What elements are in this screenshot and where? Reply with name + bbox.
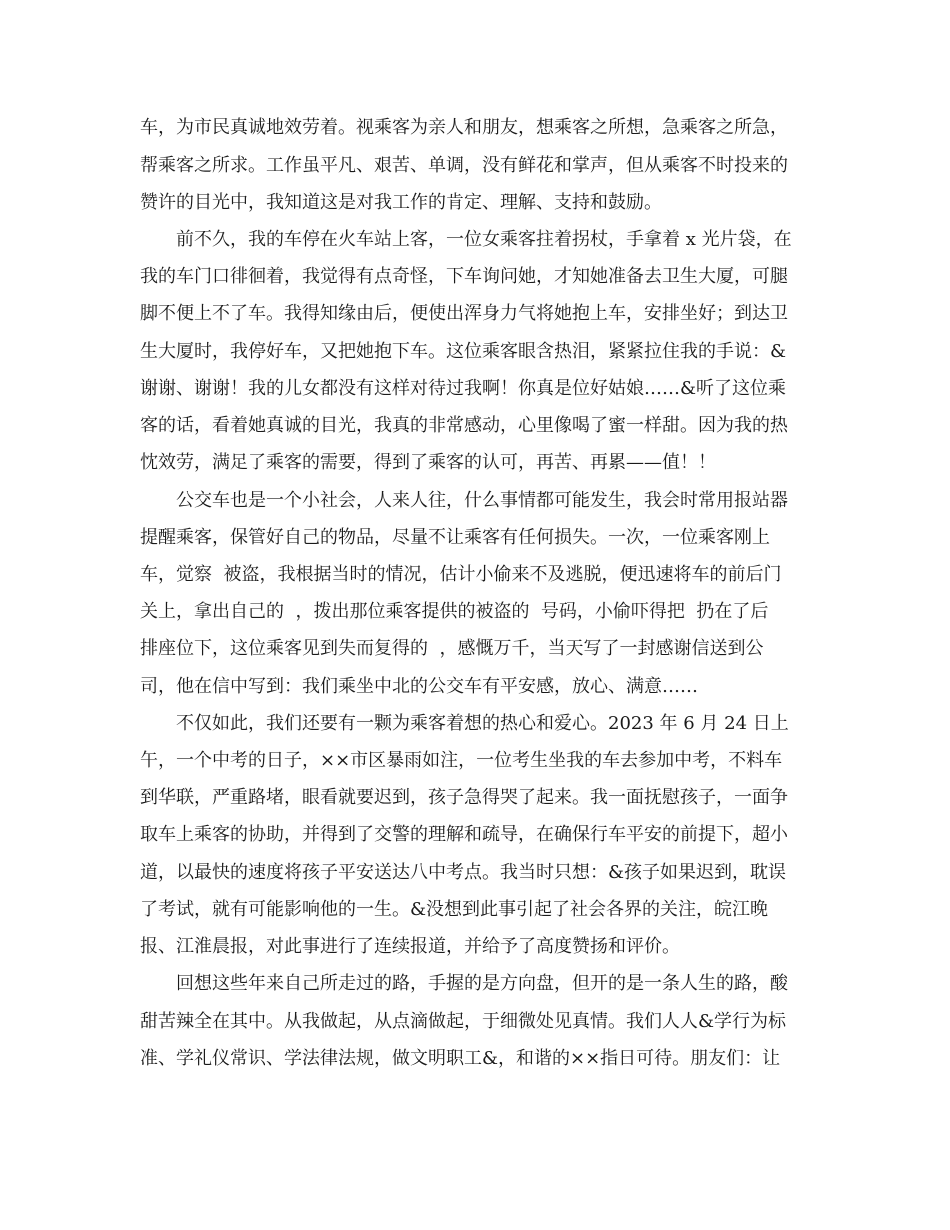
text-line: 我的车门口徘徊着，我觉得有点奇怪，下车询问她，才知她准备去卫生大厦，可腿 — [140, 266, 788, 287]
text-line: 提醒乘客，保管好自己的物品，尽量不让乘客有任何损失。一次，一位乘客刚上 — [140, 527, 770, 548]
text-line: 赞许的目光中，我知道这是对我工作的肯定、理解、支持和鼓励。 — [140, 192, 662, 213]
text-line: 准、学礼仪常识、学法律法规，做文明职工&，和谐的××指日可待。朋友们：让 — [140, 1048, 781, 1069]
text-line: 生大厦时，我停好车，又把她抱下车。这位乘客眼含热泪，紧紧拉住我的手说：& — [140, 341, 787, 362]
text-line: 忱效劳，满足了乘客的需要，得到了乘客的认可，再苦、再累——值！！ — [140, 452, 716, 473]
text-line: 脚不便上不了车。我得知缘由后，便使出浑身力气将她抱上车，安排坐好；到达卫 — [140, 303, 788, 324]
text-line: 报、江淮晨报，对此事进行了连续报道，并给予了高度赞扬和评价。 — [140, 936, 680, 957]
text-line: 不仅如此，我们还要有一颗为乘客着想的热心和爱心。2023 年 6 月 24 日上 — [176, 713, 789, 734]
text-line: 车，觉察 被盗，我根据当时的情况，估计小偷来不及逃脱，便迅速将车的前后门 — [140, 564, 782, 585]
text-line: 公交车也是一个小社会，人来人往，什么事情都可能发生，我会时常用报站器 — [176, 490, 788, 511]
text-line: 前不久，我的车停在火车站上客，一位女乘客拄着拐杖，手拿着 x 光片袋，在 — [176, 229, 792, 250]
text-line: 甜苦辣全在其中。从我做起，从点滴做起，于细微处见真情。我们人人&学行为标 — [140, 1011, 787, 1032]
text-line: 取车上乘客的协助，并得到了交警的理解和疏导，在确保行车平安的前提下，超小 — [140, 824, 788, 845]
text-line: 午，一个中考的日子，××市区暴雨如注，一位考生坐我的车去参加中考，不料车 — [140, 750, 783, 771]
text-line: 了考试，就有可能影响他的一生。&没想到此事引起了社会各界的关注，皖江晚 — [140, 899, 769, 920]
text-line: 回想这些年来自己所走过的路，手握的是方向盘，但开的是一条人生的路，酸 — [176, 973, 788, 994]
text-line: 排座位下，这位乘客见到失而复得的 ，感慨万千，当天写了一封感谢信送到公 — [140, 638, 764, 659]
text-line: 道，以最快的速度将孩子平安送达八中考点。我当时只想：&孩子如果迟到，耽误 — [140, 862, 787, 883]
text-line: 到华联，严重路堵，眼看就要迟到，孩子急得哭了起来。我一面抚慰孩子，一面争 — [140, 787, 788, 808]
text-line: 谢谢、谢谢！我的儿女都没有这样对待过我啊！你真是位好姑娘……&听了这位乘 — [140, 378, 787, 399]
text-line: 车，为市民真诚地效劳着。视乘客为亲人和朋友，想乘客之所想，急乘客之所急， — [140, 117, 788, 138]
text-line: 关上，拿出自己的 ，拨出那位乘客提供的被盗的 号码，小偷吓得把 扔在了后 — [140, 601, 769, 622]
text-line: 帮乘客之所求。工作虽平凡、艰苦、单调，没有鲜花和掌声，但从乘客不时投来的 — [140, 155, 788, 176]
text-line: 司，他在信中写到：我们乘坐中北的公交车有平安感，放心、满意…… — [140, 676, 698, 697]
text-line: 客的话，看着她真诚的目光，我真的非常感动，心里像喝了蜜一样甜。因为我的热 — [140, 415, 788, 436]
